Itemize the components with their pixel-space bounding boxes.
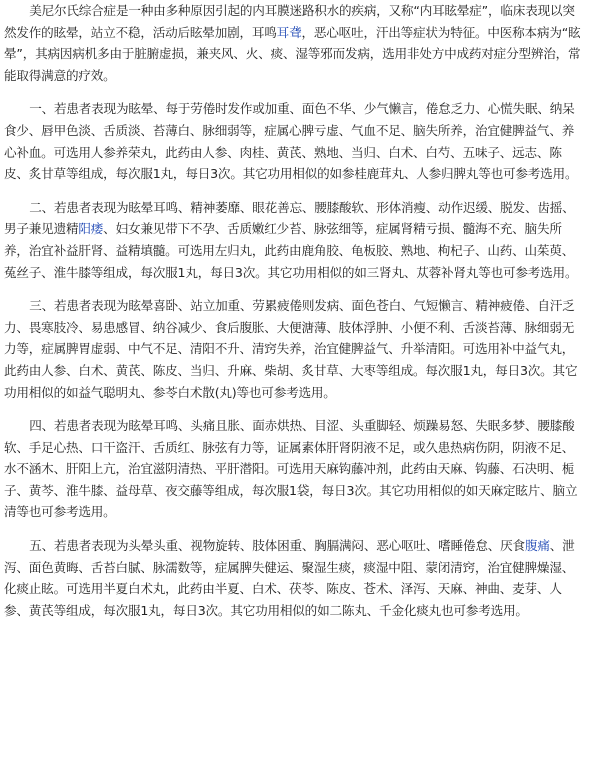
intro-paragraph <box>4 0 585 86</box>
paragraph-type-4-text: 四、若患者表现为眩晕耳鸣、头痛且胀、面赤烘热、目涩、头重脚轻、烦躁易怒、失眠多梦、腰膝酸软、手足心热、口干盗汗、舌质红、脉弦有力等，证属素体肝肾阴液不足，或久患热病伤阴，阴液不足、水不涵木、肝阳上亢，治宜滋阴清热、平肝潜阳。可选用天麻钩藤冲剂，此药由天麻、钩藤、石决明、栀子、黄芩、淮牛膝、益母草、夜交藤等组成，每次服1袋，每日3次。其它功用相似的如天麻定眩片、脑立清等也可参考选用。 <box>4 418 578 520</box>
paragraph-type-3-text: 三、若患者表现为眩晕喜卧、站立加重、劳累疲倦则发病、面色苍白、气短懒言、精神疲倦、自汗乏力、畏寒肢冷、易患感冒、纳谷减少、食后腹胀、大便溏薄、肢体浮肿、小便不利、舌淡苔薄、脉细弱无力等，症属脾胃虚弱、中气不足、清阳不升、清窍失养，治宜健脾益气、升举清阳。可选用补中益气丸，此药由人参、白术、黄芪、陈皮、当归、升麻、柴胡、炙甘草、大枣等组成。每次服1丸，每日3次。其它功用相似的如益气聪明丸、参苓白术散(丸)等也可参考选用。 <box>4 298 578 400</box>
intro-text-start: 美尼尔氏综合症是一种由多种原因引起的内耳膜迷路积水的疾病，又称“内耳眩晕症”，临床表现以突然发作的眩晕，站立不稳，活动后眩晕加剧，耳鸣 <box>4 3 575 40</box>
paragraph-type-4 <box>4 415 585 523</box>
link-abdominal-pain[interactable]: 腹痛 <box>524 538 550 554</box>
paragraph-type-1-text: 一、若患者表现为眩晕、每于劳倦时发作或加重、面色不华、少气懒言，倦怠乏力、心慌失眠、纳呆食少、唇甲色淡、舌质淡、苔薄白、脉细弱等，症属心脾亏虚、气血不足、脑失所养，治宜健脾益气、养心补血。可选用人参养荣丸，此药由人参、肉桂、黄芪、熟地、当归、白术、白芍、五味子、远志、陈皮、炙甘草等组成，每次服1丸，每日3次。其它功用相似的如参桂鹿茸丸、人参归脾丸等也可参考选用。 <box>4 101 578 182</box>
paragraph-type-1 <box>4 98 585 184</box>
intro-text-end: ，恶心呕吐，汗出等症状为特征。中医称本病为“眩晕”，其病因病机多由于脏腑虚损，兼夹风、火、痰、湿等邪而发病，选用非处方中成药对症分型辨治，常能取得满意的疗效。 <box>4 24 581 83</box>
paragraph-type-3 <box>4 295 585 403</box>
paragraph-type-2-text-start: 二、若患者表现为眩晕耳鸣、精神萎靡、眼花善忘、腰膝酸软、形体消瘦、动作迟缓、脱发、齿摇、男子兼见遗精 <box>4 199 575 237</box>
paragraph-type-5-text-end: 、泄泻、面色黄晦、舌苔白腻、脉濡数等，症属脾失健运、聚湿生痰，痰湿中阻、蒙闭清窍，治宜健脾燥湿、化痰止眩。可选用半夏白术丸，此药由半夏、白术、茯苓、陈皮、苍术、泽泻、天麻、神曲、麦芽、人参、黄芪等组成，每次服1丸，每日3次。其它功用相似的如二陈丸、千金化痰丸也可参考选用。 <box>4 538 575 618</box>
link-impotence[interactable]: 阳痿 <box>78 221 104 237</box>
paragraph-type-5 <box>4 535 585 621</box>
paragraph-type-5-text-start: 五、若患者表现为头晕头重、视物旋转、肢体困重、胸膈满闷、恶心呕吐、嗜睡倦怠、厌食 <box>29 538 525 554</box>
paragraph-type-2-text-end: 、妇女兼见带下不孕、舌质嫩红少苔、脉弦细等，症属肾精亏损、髓海不充、脑失所养，治宜补益肝肾、益精填髓。可选用左归丸，此药由鹿角胶、龟板胶、熟地、枸杞子、山药、山茱萸、菟丝子、淮牛膝等组成，每次服1丸，每日3次。其它功用相似的如三肾丸、苁蓉补肾丸等也可参考选用。 <box>4 221 578 280</box>
link-tinnitus-deafness[interactable]: 耳聋 <box>276 24 302 40</box>
paragraph-type-2 <box>4 197 585 283</box>
